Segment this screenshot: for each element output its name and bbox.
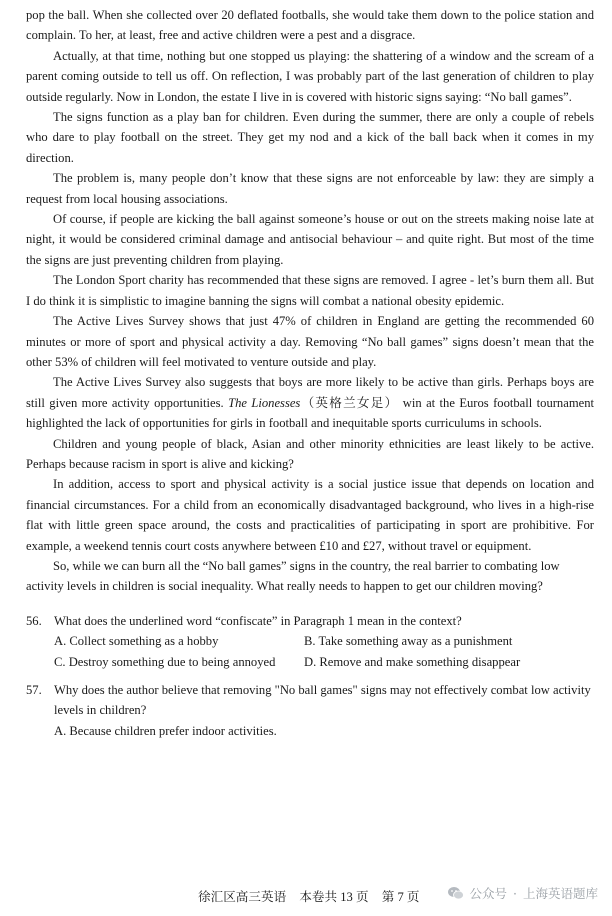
question-text: Why does the author believe that removing "No ball games" signs may not effectively combat low activity levels in children?	[54, 683, 591, 718]
footer-page-number: 第 7 页	[381, 890, 420, 904]
watermark-name: 上海英语题库	[522, 886, 598, 901]
footer-page-count: 本卷共 13 页	[299, 890, 369, 904]
passage-content	[26, 5, 594, 749]
paragraph: In addition, access to sport and physical activity is a social justice issue that depends on location and financial circumstances. For a child from an economically disadvantaged background, who lives in a high-rise flat with little green space around, the costs and practicalities of participating in sport are prohibitive. For example, a weekend tennis court costs anywhere between £10 and £27, without travel or equipment.	[26, 477, 594, 553]
question-number: 56.	[26, 613, 42, 628]
paragraph	[26, 372, 594, 433]
watermark	[447, 884, 598, 902]
question-stem	[26, 680, 594, 721]
paragraph-text: （英格兰女足） win at the Euros football tournament highlighted the lack of opportunities for girls in football and inequitable sports curriculums in schools.	[26, 395, 594, 431]
wechat-icon	[447, 884, 465, 902]
footer-info	[198, 886, 430, 905]
question-text: What does the underlined word “confiscate” in Paragraph 1 mean in the context?	[54, 613, 462, 628]
option-row	[26, 721, 594, 741]
watermark-prefix: 公众号	[469, 886, 507, 901]
option-c: C. Destroy something due to being annoyed	[54, 654, 276, 669]
paragraph: Children and young people of black, Asian and other minority ethnicities are least likely to be active. Perhaps because racism in sport is alive and kicking?	[26, 436, 594, 471]
paragraph: The signs function as a play ban for children. Even during the summer, there are only a couple of rebels who dare to play football on the street. They get my nod and a kick of the ball back when it comes in my direction.	[26, 110, 594, 165]
paragraph-text: The Active Lives Survey also suggests that boys are more likely to be active than girls. Perhaps boys are still given more activity opportunities.	[26, 375, 594, 410]
paragraph: The problem is, many people don’t know that these signs are not enforceable by law: they are simply a request from local housing associations.	[26, 171, 594, 206]
question-number: 57.	[26, 683, 42, 697]
italic-team-name: The Lionesses	[228, 395, 301, 410]
option-row	[26, 631, 594, 651]
question-57	[26, 680, 594, 741]
paragraph: So, while we can burn all the “No ball games” signs in the country, the real barrier to combating low activity levels in children is social inequality. What really needs to happen to get our children moving?	[26, 558, 560, 594]
paragraph: Of course, if people are kicking the ball against someone’s house or out on the streets making noise late at night, it would be considered criminal damage and antisocial behaviour – and quite right. But most of the time the signs are just preventing children from playing.	[26, 212, 594, 267]
footer-exam-title: 徐汇区高三英语	[198, 890, 287, 904]
paragraph: pop the ball. When she collected over 20 deflated footballs, she would take them down to the police station and complain. To her, at least, free and active children were a pest and a disgrace.	[26, 8, 594, 43]
paragraph: The Active Lives Survey shows that just 47% of children in England are getting the recommended 60 minutes or more of sport and physical activity a day. Removing “No ball games” signs doesn’t mean that the other 53% of children will feel motivated to venture outside and play.	[26, 314, 594, 369]
paragraph: The London Sport charity has recommended that these signs are removed. I agree - let’s burn them all. But I do think it is simplistic to imagine banning the signs will combat a national obesity epidemic.	[26, 273, 594, 308]
watermark-separator: ·	[513, 885, 517, 901]
option-a: A. Because children prefer indoor activities.	[54, 723, 277, 738]
question-stem	[26, 611, 594, 631]
option-a: A. Collect something as a hobby	[54, 634, 219, 649]
option-d: D. Remove and make something disappear	[304, 654, 521, 669]
option-b: B. Take something away as a punishment	[304, 634, 513, 649]
paragraph: Actually, at that time, nothing but one stopped us playing: the shattering of a window and the scream of a parent coming outside to tell us off. On reflection, I was probably part of the last generation of children to play outside regularly. Now in London, the estate I live in is covered with historic signs saying: “No ball games”.	[26, 48, 594, 104]
option-row	[26, 652, 594, 672]
page-footer	[0, 880, 612, 910]
questions-section	[26, 611, 594, 741]
question-56	[26, 611, 594, 672]
